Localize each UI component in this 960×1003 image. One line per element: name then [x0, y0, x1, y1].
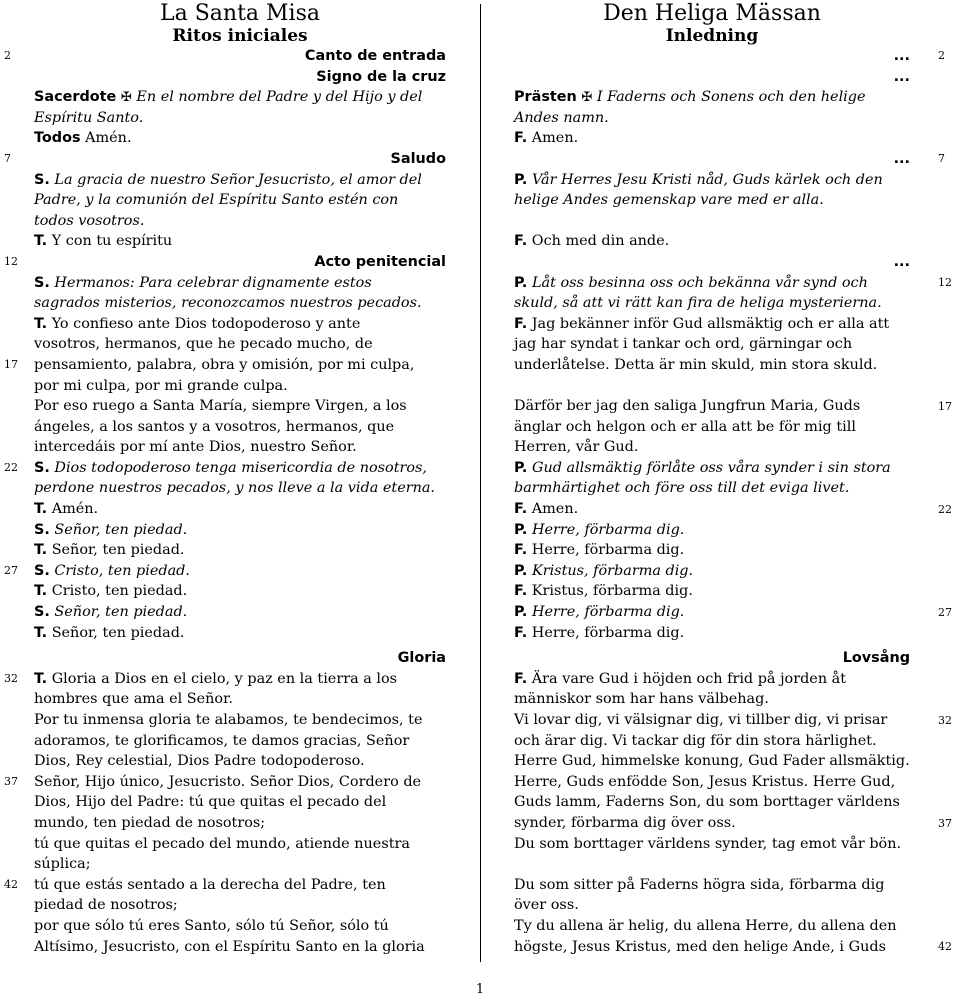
speaker-label: S.: [34, 459, 50, 476]
sv-line: helige Andes gemenskap vare med er alla.: [514, 192, 824, 209]
speaker-label: T.: [34, 233, 48, 250]
sv-line: P. Herre, förbarma dig.: [514, 521, 685, 538]
sv-line: människor som har hans välbehag.: [514, 691, 769, 708]
sv-line: P. Låt oss besinna oss och bekänna vår synd och: [514, 274, 868, 291]
speaker-label: S.: [34, 274, 50, 291]
line-number: 22: [4, 461, 18, 474]
es-line: S. Dios todopoderoso tenga misericordia de nosotros,: [34, 459, 427, 476]
sv-line: Herre, Guds enfödde Son, Jesus Kristus. Herre Gud,: [514, 773, 896, 790]
sv-line: Herre Gud, himmelske konung, Gud Fader allsmäktig.: [514, 753, 910, 770]
line-number: 12: [938, 276, 952, 289]
sv-line: skuld, så att vi rätt kan fira de heliga mysterierna.: [514, 295, 882, 312]
sv-line: F. Herre, förbarma dig.: [514, 624, 685, 641]
speaker-label: P.: [514, 274, 528, 291]
sv-heading-dots: ...: [893, 253, 910, 270]
es-line: Dios, Rey celestial, Dios Padre todopoderoso.: [34, 753, 365, 770]
es-line: T. Cristo, ten piedad.: [34, 583, 188, 600]
es-line: Altísimo, Jesucristo, con el Espíritu Santo en la gloria: [34, 938, 425, 955]
speaker-label: T.: [34, 542, 48, 559]
sv-line: Du som borttager världens synder, tag emot vår bön.: [514, 835, 902, 852]
speaker-label: S.: [34, 521, 50, 538]
speaker-label: F.: [514, 542, 528, 559]
speaker-label: Prästen: [514, 89, 577, 106]
spanish-column: [34, 0, 446, 957]
es-line: Padre, y la comunión del Espíritu Santo estén con: [34, 192, 399, 209]
sv-line: F. Amen.: [514, 130, 579, 147]
sv-heading-dots: ...: [893, 150, 910, 167]
speaker-label: F.: [514, 315, 528, 332]
speaker-label: P.: [514, 562, 528, 579]
es-line: Dios, Hijo del Padre: tú que quitas el pecado del: [34, 794, 387, 811]
es-line: Señor, Hijo único, Jesucristo. Señor Dios, Cordero de: [34, 773, 422, 790]
sv-line: F. Jag bekänner inför Gud allsmäktig och er alla att: [514, 315, 890, 332]
cross-icon: ✠: [120, 90, 132, 106]
sv-line: Andes namn.: [514, 109, 609, 126]
line-number: 7: [938, 152, 945, 165]
es-title: La Santa Misa: [160, 1, 320, 26]
line-number: 32: [938, 714, 952, 727]
es-line: intercedáis por mí ante Dios, nuestro Señor.: [34, 439, 357, 456]
speaker-label: F.: [514, 130, 528, 147]
sv-subtitle: Inledning: [665, 26, 759, 46]
sv-line: änglar och helgon och er alla att be för mig till: [514, 418, 856, 435]
es-line: tú que quitas el pecado del mundo, atiende nuestra: [34, 835, 410, 852]
sv-heading-lovsang: Lovsång: [842, 650, 910, 667]
es-line: perdone nuestros pecados, y nos lleve a la vida eterna.: [34, 480, 436, 497]
sv-line: underlåtelse. Detta är min skuld, min stora skuld.: [514, 356, 878, 373]
speaker-label: Sacerdote: [34, 89, 117, 106]
speaker-label: T.: [34, 670, 48, 687]
line-number: 42: [4, 878, 18, 891]
speaker-label: T.: [34, 583, 48, 600]
speaker-label: F.: [514, 501, 528, 518]
sv-line: Herren, vår Gud.: [514, 439, 639, 456]
sv-line: P. Vår Herres Jesu Kristi nåd, Guds kärlek och den: [514, 171, 883, 188]
es-line: S. Hermanos: Para celebrar dignamente estos: [34, 274, 372, 291]
line-number: 17: [4, 358, 18, 371]
es-line: T. Señor, ten piedad.: [34, 624, 185, 641]
es-line: S. La gracia de nuestro Señor Jesucristo, el amor del: [34, 171, 422, 188]
sv-line: P. Kristus, förbarma dig.: [514, 562, 694, 579]
sv-line: P. Herre, förbarma dig.: [514, 604, 685, 621]
sv-line: Därför ber jag den saliga Jungfrun Maria, Guds: [514, 398, 861, 415]
es-heading-signo: Signo de la cruz: [316, 68, 446, 85]
es-heading-saludo: Saludo: [390, 150, 446, 167]
es-subtitle: Ritos iniciales: [172, 26, 308, 46]
es-line: por que sólo tú eres Santo, sólo tú Señor, sólo tú: [34, 917, 389, 934]
es-line: Por tu inmensa gloria te alabamos, te bendecimos, te: [34, 712, 423, 728]
sv-line: synder, förbarma dig över oss.: [514, 814, 736, 831]
swedish-column: [514, 0, 910, 957]
es-line: por mi culpa, por mi grande culpa.: [34, 377, 288, 394]
sv-line: F. Och med din ande.: [514, 233, 670, 250]
es-line: súplica;: [34, 856, 91, 873]
es-line: vosotros, hermanos, que he pecado mucho, de: [34, 336, 373, 353]
es-line: ángeles, a los santos y a vosotros, hermanos, que: [34, 418, 395, 435]
es-line: Por eso ruego a Santa María, siempre Virgen, a los: [34, 398, 407, 415]
es-line: T. Señor, ten piedad.: [34, 542, 185, 559]
sv-title: Den Heliga Mässan: [603, 1, 821, 26]
es-line: Todos Amén.: [34, 130, 132, 147]
sv-line: Vi lovar dig, vi välsignar dig, vi tillber dig, vi prisar: [514, 712, 888, 728]
es-line: adoramos, te glorificamos, te damos gracias, Señor: [34, 732, 410, 749]
sv-line: barmhärtighet och före oss till det eviga livet.: [514, 480, 850, 497]
speaker-label: T.: [34, 315, 48, 332]
es-line: S. Cristo, ten piedad.: [34, 562, 190, 579]
sv-line: F. Ära vare Gud i höjden och frid på jorden åt: [514, 670, 847, 687]
page-number: 1: [475, 982, 485, 997]
sv-line: F. Herre, förbarma dig.: [514, 542, 685, 559]
cross-icon: ✠: [581, 90, 593, 106]
speaker-label: S.: [34, 171, 50, 188]
sv-line: och ärar dig. Vi tackar dig för din stora härlighet.: [514, 732, 877, 749]
es-line: T. Yo confieso ante Dios todopoderoso y ante: [34, 315, 361, 332]
es-line: Sacerdote ✠ En el nombre del Padre y del Hijo y del: [34, 89, 423, 106]
sv-line: Du som sitter på Faderns högra sida, förbarma dig: [514, 876, 885, 893]
sv-line: högste, Jesus Kristus, med den helige Ande, i Guds: [514, 938, 886, 955]
sv-line: F. Amen.: [514, 501, 579, 518]
es-line: pensamiento, palabra, obra y omisión, por mi culpa,: [34, 356, 415, 373]
line-number: 32: [4, 672, 18, 685]
es-line: mundo, ten piedad de nosotros;: [34, 814, 266, 831]
column-divider: [480, 4, 481, 962]
speaker-label: S.: [34, 604, 50, 621]
speaker-label: F.: [514, 624, 528, 641]
speaker-label: P.: [514, 521, 528, 538]
line-number: 12: [4, 255, 18, 268]
line-number: 37: [4, 775, 18, 788]
es-line: T. Gloria a Dios en el cielo, y paz en la tierra a los: [34, 670, 398, 687]
es-line: Espíritu Santo.: [34, 109, 144, 126]
es-line: T. Y con tu espíritu: [34, 233, 173, 250]
speaker-label: T.: [34, 501, 48, 518]
speaker-label: S.: [34, 562, 50, 579]
speaker-label: P.: [514, 459, 528, 476]
sv-line: över oss.: [514, 897, 579, 914]
es-heading-gloria: Gloria: [397, 650, 446, 667]
es-line: S. Señor, ten piedad.: [34, 604, 188, 621]
speaker-label: T.: [34, 624, 48, 641]
sv-heading-dots: ...: [893, 48, 910, 64]
line-number: 2: [938, 49, 945, 62]
es-heading-canto: Canto de entrada: [304, 48, 446, 64]
sv-line: Ty du allena är helig, du allena Herre, du allena den: [514, 917, 897, 934]
sv-line: F. Kristus, förbarma dig.: [514, 583, 693, 600]
line-number: 22: [938, 503, 952, 516]
sv-line: Prästen ✠ I Faderns och Sonens och den helige: [514, 89, 866, 106]
line-number: 37: [938, 817, 952, 830]
line-number: 17: [938, 400, 952, 413]
speaker-label: F.: [514, 670, 528, 687]
es-heading-acto: Acto penitencial: [314, 253, 446, 270]
es-line: todos vosotros.: [34, 212, 145, 229]
speaker-label: P.: [514, 604, 528, 621]
sv-line: P. Gud allsmäktig förlåte oss våra synder i sin stora: [514, 459, 891, 476]
line-number: 27: [938, 606, 952, 619]
speaker-label: P.: [514, 171, 528, 188]
line-number: 27: [4, 564, 18, 577]
sv-line: Guds lamm, Faderns Son, du som borttager världens: [514, 794, 900, 811]
es-line: hombres que ama el Señor.: [34, 691, 233, 708]
sv-line: jag har syndat i tankar och ord, gärningar och: [514, 336, 853, 353]
speaker-label: F.: [514, 583, 528, 600]
sv-heading-dots: ...: [893, 68, 910, 85]
speaker-label: Todos: [34, 130, 81, 147]
speaker-label: F.: [514, 233, 528, 250]
es-line: T. Amén.: [34, 501, 99, 518]
es-line: S. Señor, ten piedad.: [34, 521, 188, 538]
line-number: 2: [4, 49, 11, 62]
es-line: piedad de nosotros;: [34, 897, 178, 914]
line-number: 7: [4, 152, 11, 165]
es-line: tú que estás sentado a la derecha del Padre, ten: [34, 876, 386, 893]
line-number: 42: [938, 940, 952, 953]
es-line: sagrados misterios, reconozcamos nuestros pecados.: [34, 295, 422, 312]
